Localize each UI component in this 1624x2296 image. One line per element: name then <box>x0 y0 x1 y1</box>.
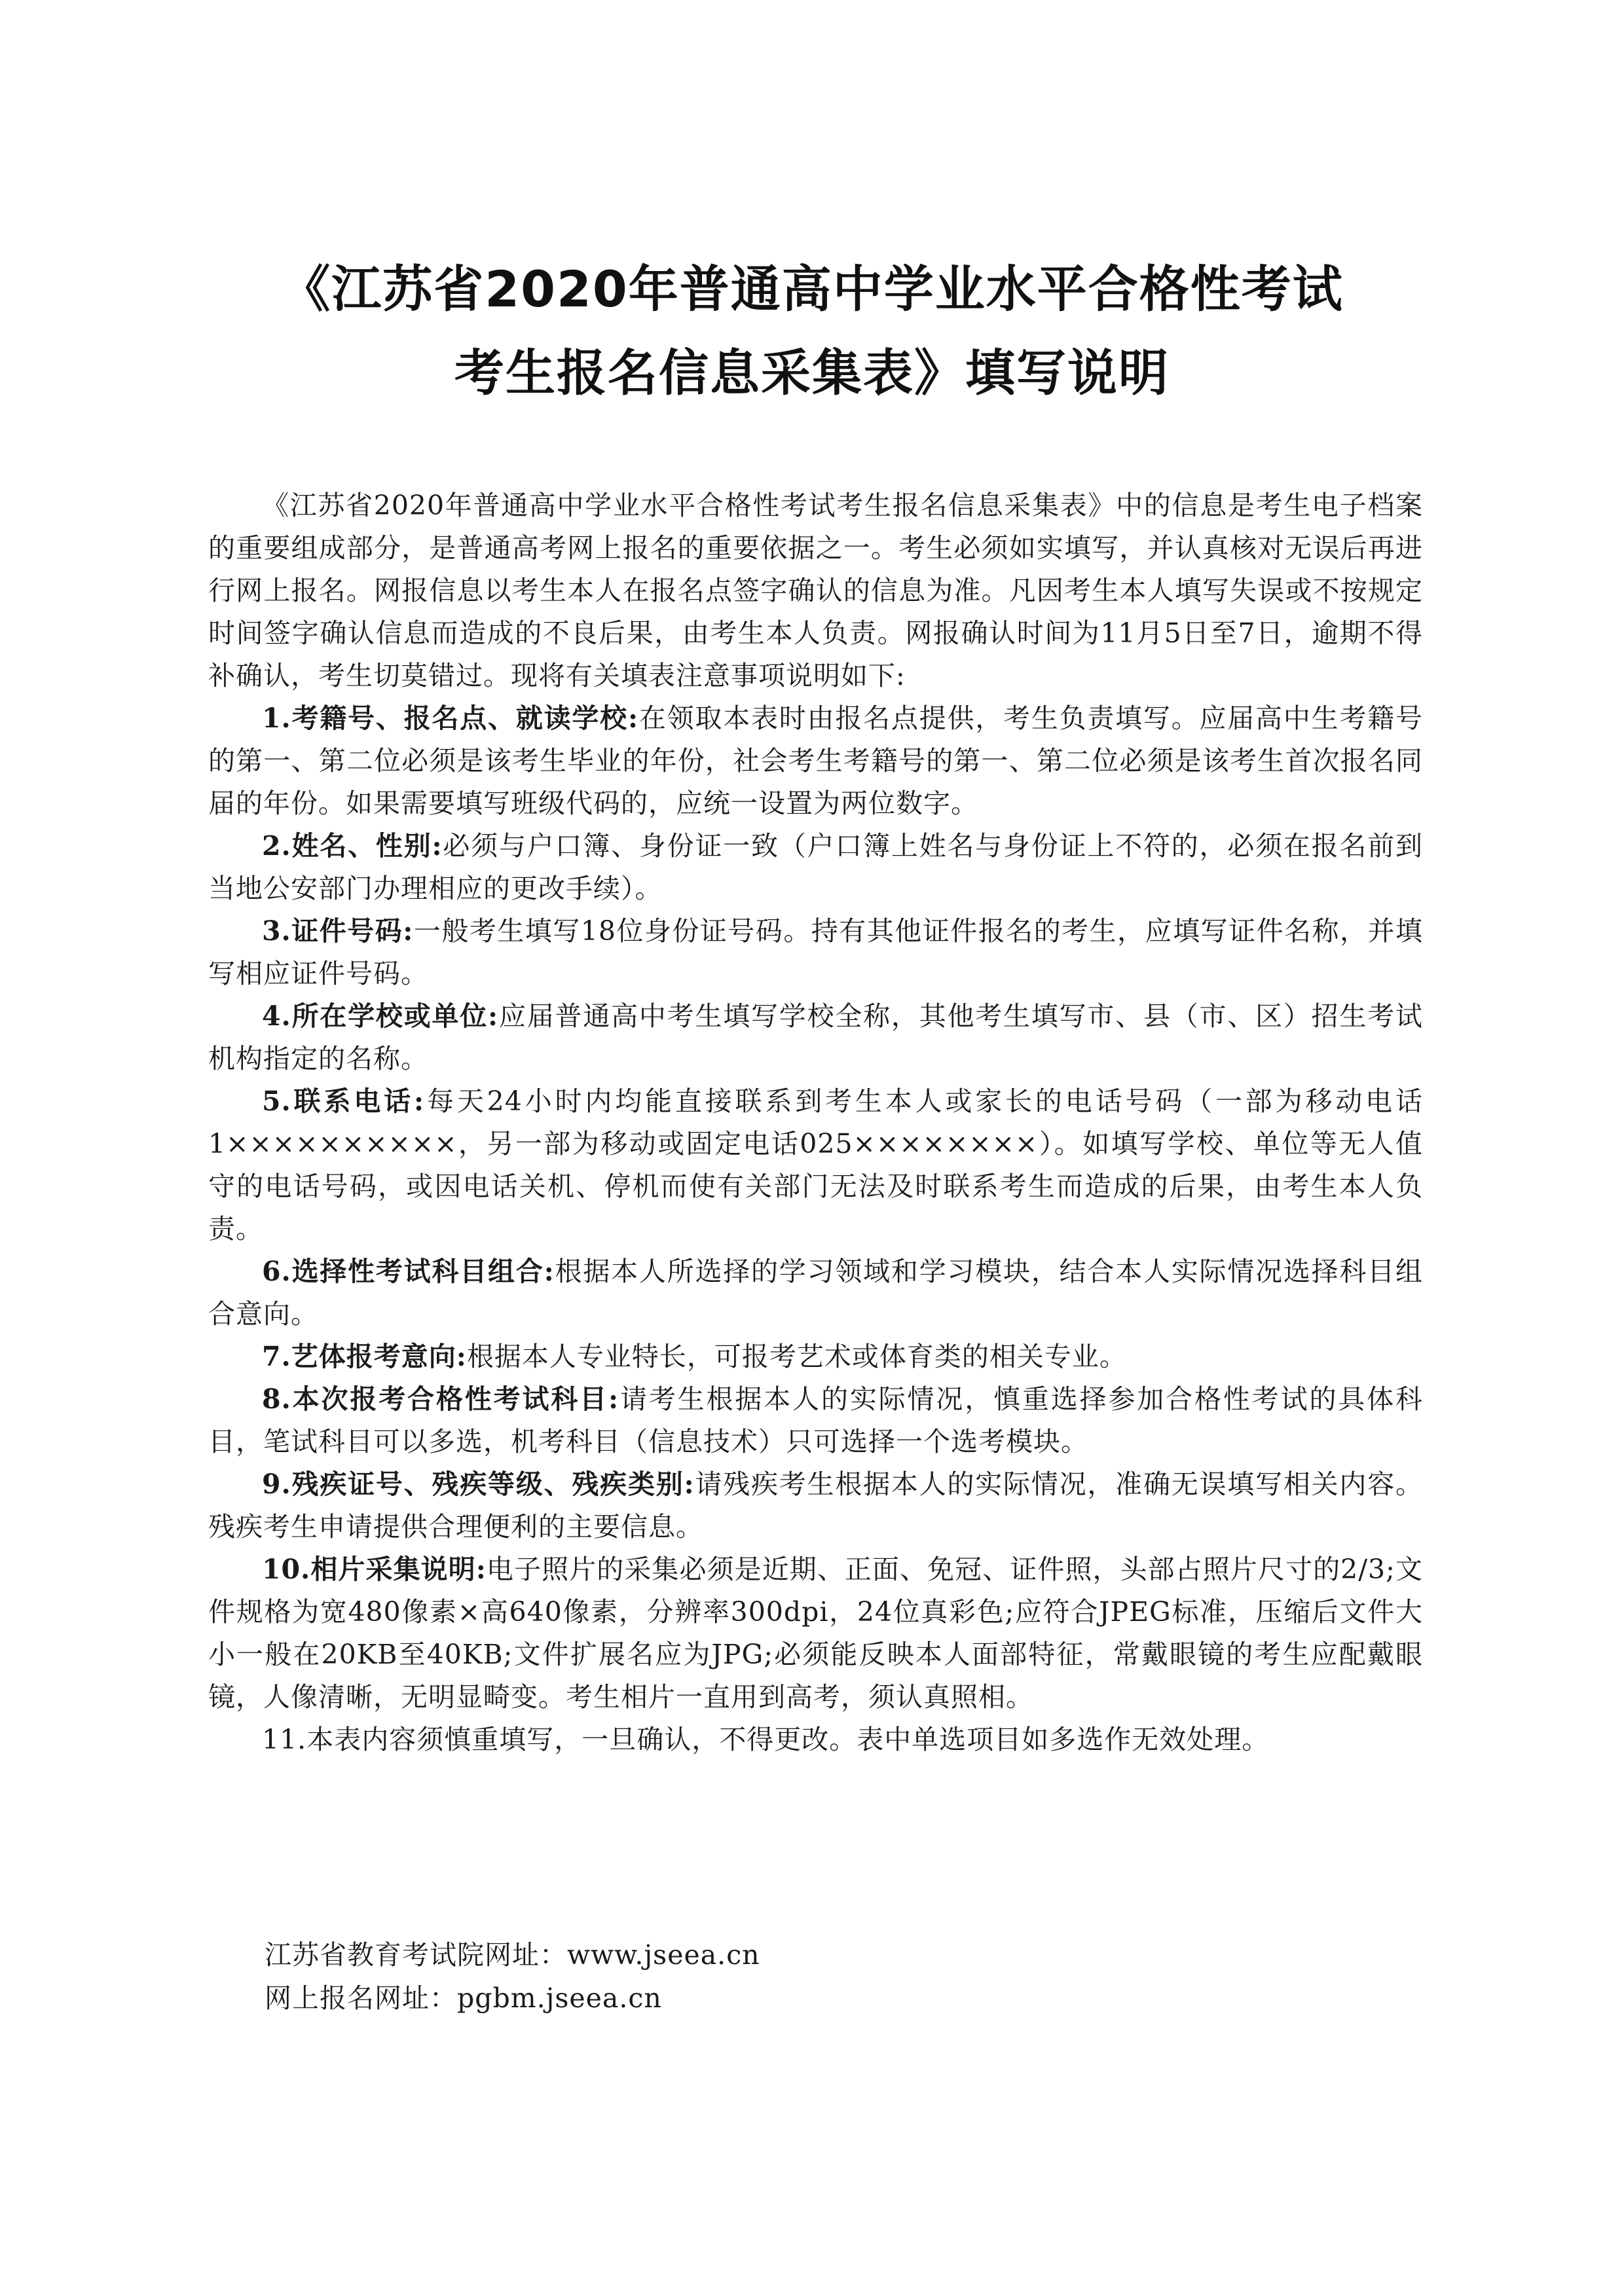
item-text: 根据本人专业特长，可报考艺术或体育类的相关专业。 <box>466 1341 1127 1372</box>
online-registration-website: 网上报名网址：pgbm.jseea.cn <box>265 1982 662 2014</box>
item-lead: 10.相片采集说明: <box>262 1554 487 1585</box>
document-footer <box>265 1933 1378 2020</box>
item-paragraph-1 <box>208 697 1423 825</box>
item-paragraph-2 <box>208 825 1423 910</box>
item-lead: 3.证件号码: <box>262 915 414 947</box>
item-lead: 6.选择性考试科目组合: <box>262 1256 555 1287</box>
item-text: 必须与户口簿、身份证一致（户口簿上姓名与身份证上不符的，必须在报名前到当地公安部门办理相应的更改手续）。 <box>208 830 1424 904</box>
item-text: 应届普通高中考生填写学校全称，其他考生填写市、县（市、区）招生考试机构指定的名称。 <box>208 1000 1424 1074</box>
item-paragraph-8 <box>208 1378 1423 1463</box>
item-text: 在领取本表时由报名点提供，考生负责填写。应届高中生考籍号的第一、第二位必须是该考生毕业的年份，社会考生考籍号的第一、第二位必须是该考生首次报名同届的年份。如果需要填写班级代码的，应统一设置为两位数字。 <box>208 702 1424 819</box>
item-paragraph-6 <box>208 1250 1423 1336</box>
item-paragraph-4 <box>208 995 1423 1080</box>
item-text: 电子照片的采集必须是近期、正面、免冠、证件照，头部占照片尺寸的2/3;文件规格为宽480像素×高640像素，分辨率300dpi，24位真彩色;应符合JPEG标准，压缩后文件大小一般在20KB至40KB;文件扩展名应为JPG;必须能反映本人面部特征，常戴眼镜的考生应配戴眼镜，人像清晰，无明显畸变。考生相片一直用到高考，须认真照相。 <box>208 1554 1424 1713</box>
item-lead: 2.姓名、性别: <box>262 830 443 862</box>
item-paragraph-7 <box>208 1336 1423 1378</box>
item-paragraph-10 <box>208 1548 1423 1719</box>
item-text: 每天24小时内均能直接联系到考生本人或家长的电话号码（一部为移动电话1××××××××××，另一部为移动或固定电话025××××××××）。如填写学校、单位等无人值守的电话号码，或因电话关机、停机而使有关部门无法及时联系考生而造成的后果，由考生本人负责。 <box>208 1085 1424 1245</box>
document-title-line-2: 考生报名信息采集表》填写说明 <box>454 344 1170 402</box>
item-lead: 1.考籍号、报名点、就读学校: <box>262 702 639 734</box>
intro-paragraph: 《江苏省2020年普通高中学业水平合格性考试考生报名信息采集表》中的信息是考生电子档案的重要组成部分，是普通高考网上报名的重要依据之一。考生必须如实填写，并认真核对无误后再进行网上报名。网报信息以考生本人在报名点签字确认的信息为准。凡因考生本人填写失误或不按规定时间签字确认信息而造成的不良后果，由考生本人负责。网报确认时间为11月5日至7日，逾期不得补确认，考生切莫错过。现将有关填表注意事项说明如下: <box>208 490 1423 691</box>
item-paragraph-11 <box>208 1719 1423 1761</box>
exam-authority-website: 江苏省教育考试院网址：www.jseea.cn <box>265 1939 760 1971</box>
item-lead: 7.艺体报考意向: <box>262 1341 467 1372</box>
item-text: 11.本表内容须慎重填写，一旦确认，不得更改。表中单选项目如多选作无效处理。 <box>262 1724 1270 1755</box>
item-text: 一般考生填写18位身份证号码。持有其他证件报名的考生，应填写证件名称，并填写相应证件号码。 <box>208 915 1424 989</box>
item-text: 请考生根据本人的实际情况，慎重选择参加合格性考试的具体科目，笔试科目可以多选，机考科目（信息技术）只可选择一个选考模块。 <box>208 1383 1423 1457</box>
item-lead: 9.残疾证号、残疾等级、残疾类别: <box>262 1468 695 1500</box>
document-body <box>208 484 1423 1761</box>
item-paragraph-5 <box>208 1080 1423 1250</box>
item-paragraph-9 <box>208 1463 1423 1548</box>
document-title-line-1: 《江苏省2020年普通高中学业水平合格性考试 <box>280 260 1344 318</box>
item-paragraph-3 <box>208 910 1423 995</box>
item-lead: 4.所在学校或单位: <box>262 1000 499 1032</box>
item-lead: 8.本次报考合格性考试科目: <box>262 1383 619 1415</box>
item-lead: 5.联系电话: <box>262 1085 425 1117</box>
item-text: 请残疾考生根据本人的实际情况，准确无误填写相关内容。残疾考生申请提供合理便利的主要信息。 <box>208 1468 1424 1542</box>
item-text: 根据本人所选择的学习领域和学习模块，结合本人实际情况选择科目组合意向。 <box>208 1256 1424 1330</box>
